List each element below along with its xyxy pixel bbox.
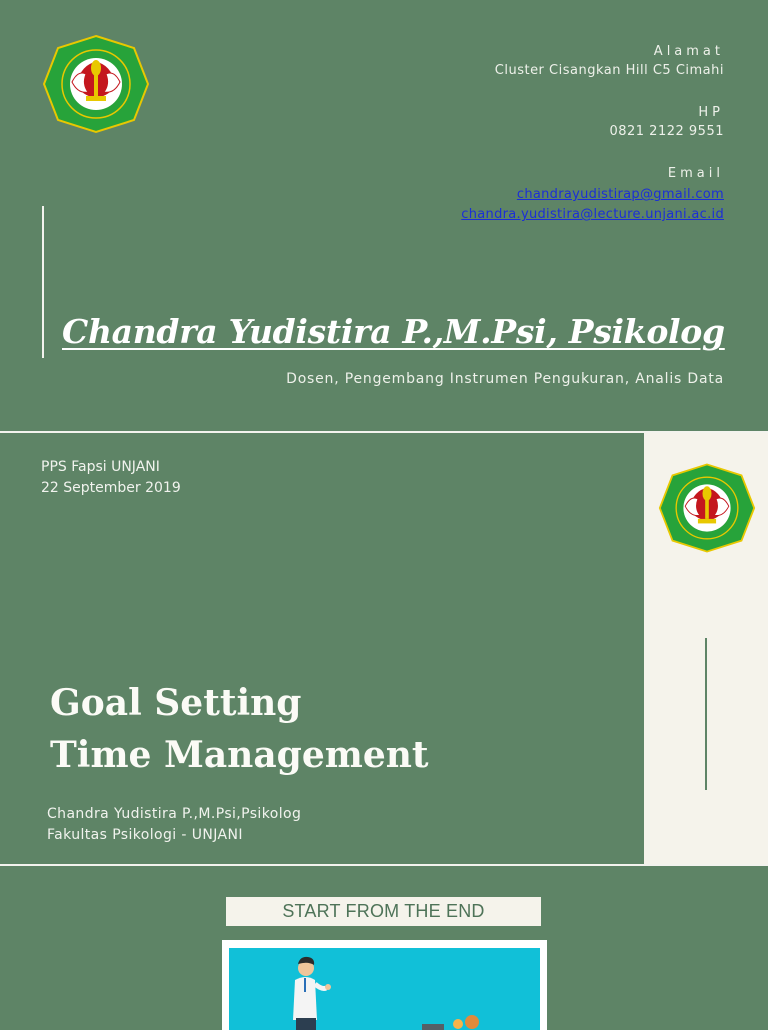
- profile-slide: [0, 0, 768, 431]
- profile-name: Chandra Yudistira P.,M.Psi, Psikolog: [62, 312, 725, 351]
- phone-value: 0821 2122 9551: [609, 124, 724, 139]
- presentation-title: [50, 677, 429, 781]
- profile-role: Dosen, Pengembang Instrumen Pengukuran, Analis Data: [286, 371, 724, 387]
- email-link-unjani[interactable]: chandra.yudistira@lecture.unjani.ac.id: [461, 207, 724, 222]
- university-logo-icon: [658, 457, 756, 559]
- address-value: Cluster Cisangkan Hill C5 Cimahi: [494, 63, 724, 78]
- event-info: [41, 457, 181, 499]
- address-label: Alamat: [653, 44, 724, 59]
- contact-block: [461, 44, 724, 225]
- person-illustration-icon: [222, 940, 547, 1030]
- email-link-gmail[interactable]: chandrayudistirap@gmail.com: [516, 187, 724, 202]
- phone-label: HP: [698, 105, 724, 120]
- side-panel: [644, 433, 768, 864]
- email-label: Email: [667, 166, 724, 181]
- university-logo-icon: [42, 34, 150, 134]
- event-date: 22 September 2019: [41, 480, 181, 496]
- title-slide: [0, 433, 768, 864]
- content-slide: [0, 866, 768, 1024]
- section-banner: START FROM THE END: [226, 897, 541, 926]
- vertical-divider: [42, 206, 44, 358]
- title-line-1: Goal Setting: [50, 682, 302, 724]
- author-info: [47, 804, 301, 846]
- illustration-frame: [222, 940, 547, 1030]
- title-line-2: Time Management: [50, 734, 429, 776]
- event-name: PPS Fapsi UNJANI: [41, 459, 160, 475]
- author-name: Chandra Yudistira P.,M.Psi,Psikolog: [47, 806, 302, 822]
- panel-vertical-line: [705, 638, 707, 790]
- author-faculty: Fakultas Psikologi - UNJANI: [47, 827, 243, 843]
